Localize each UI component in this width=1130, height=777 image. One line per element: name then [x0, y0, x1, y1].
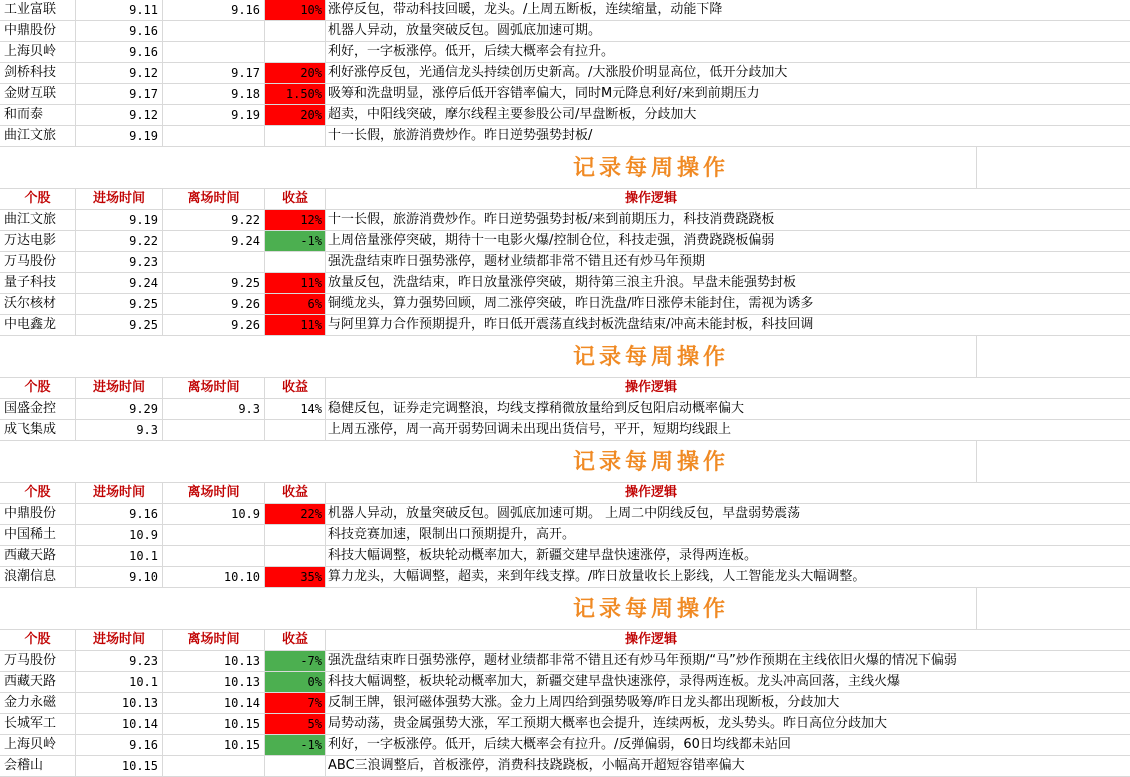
header-entry-time[interactable]: 进场时间: [76, 378, 163, 398]
stock-name-cell[interactable]: 万达电影: [0, 231, 76, 251]
exit-time-cell[interactable]: 10.14: [163, 693, 265, 713]
return-cell[interactable]: [265, 546, 326, 566]
exit-time-cell[interactable]: 10.13: [163, 672, 265, 692]
table-row: [0, 420, 1130, 441]
entry-time-cell[interactable]: 10.14: [76, 714, 163, 734]
header-entry-time[interactable]: 进场时间: [76, 630, 163, 650]
empty-cell[interactable]: [976, 84, 1130, 104]
return-cell[interactable]: 5%: [265, 714, 326, 734]
exit-time-cell[interactable]: [163, 42, 265, 62]
entry-time-cell[interactable]: 9.19: [76, 126, 163, 146]
header-exit-time[interactable]: 离场时间: [163, 630, 265, 650]
stock-name-cell[interactable]: 金财互联: [0, 84, 76, 104]
entry-time-cell[interactable]: 9.19: [76, 210, 163, 230]
stock-name-cell[interactable]: 剑桥科技: [0, 63, 76, 83]
entry-time-cell[interactable]: 9.23: [76, 252, 163, 272]
logic-cell[interactable]: 局势动荡，贵金属强势大涨，军工预期大概率也会提升，连续两板，龙头势头。昨日高位分歧加大: [328, 716, 888, 731]
table-row: [0, 693, 1130, 714]
table-row: [0, 273, 1130, 294]
entry-time-cell[interactable]: 9.25: [76, 315, 163, 335]
table-row: [0, 63, 1130, 84]
return-cell[interactable]: 6%: [265, 294, 326, 314]
stock-name-cell[interactable]: 曲江文旅: [0, 126, 76, 146]
header-name[interactable]: 个股: [0, 378, 76, 398]
empty-cell[interactable]: [976, 672, 1130, 692]
return-cell[interactable]: [265, 126, 326, 146]
entry-time-cell[interactable]: 9.25: [76, 294, 163, 314]
logic-cell[interactable]: 科技大幅调整，板块轮动概率加大，新疆交建早盘快速涨停，录得两连板。龙头冲高回落，主线火爆: [328, 674, 901, 689]
exit-time-cell[interactable]: 10.13: [163, 651, 265, 671]
entry-time-cell[interactable]: 9.23: [76, 651, 163, 671]
logic-cell[interactable]: 放量反包，洗盘结束，昨日放量涨停突破，期待第三浪主升浪。早盘未能强势封板: [328, 275, 797, 290]
logic-cell[interactable]: 超卖，中阳线突破，摩尔线程主要参股公司/早盘断板，分歧加大: [328, 107, 697, 122]
empty-cell[interactable]: [976, 294, 1130, 314]
empty-cell[interactable]: [976, 714, 1130, 734]
entry-time-cell[interactable]: 10.9: [76, 525, 163, 545]
stock-name-cell[interactable]: 西藏天路: [0, 546, 76, 566]
entry-time-cell[interactable]: 10.1: [76, 672, 163, 692]
logic-cell[interactable]: 利好，一字板涨停。低开，后续大概率会有拉升。: [328, 44, 615, 59]
return-cell[interactable]: 10%: [265, 0, 326, 20]
header-return[interactable]: 收益: [265, 630, 326, 650]
stock-name-cell[interactable]: 和而泰: [0, 105, 76, 125]
empty-cell[interactable]: [976, 126, 1130, 146]
logic-cell[interactable]: 利好涨停反包，光通信龙头持续创历史新高。/大涨股价明显高位，低开分歧加大: [328, 65, 788, 80]
section-title-row: [0, 588, 1130, 630]
entry-time-cell[interactable]: 9.24: [76, 273, 163, 293]
exit-time-cell[interactable]: 10.10: [163, 567, 265, 587]
stock-name-cell[interactable]: 长城军工: [0, 714, 76, 734]
logic-cell[interactable]: 十一长假，旅游消费炒作。昨日逆势强势封板/: [328, 128, 593, 143]
return-cell[interactable]: 12%: [265, 210, 326, 230]
empty-cell[interactable]: [976, 525, 1130, 545]
empty-cell[interactable]: [976, 21, 1130, 41]
empty-cell[interactable]: [976, 63, 1130, 83]
return-cell[interactable]: 20%: [265, 105, 326, 125]
return-cell[interactable]: 1.50%: [265, 84, 326, 104]
section-title: 记录每周操作: [572, 155, 729, 181]
logic-cell[interactable]: 与阿里算力合作预期提升，昨日低开震荡直线封板洗盘结束/冲高未能封板，科技回调: [328, 317, 814, 332]
exit-time-cell[interactable]: 9.25: [163, 273, 265, 293]
table-row: [0, 651, 1130, 672]
logic-cell[interactable]: 稳健反包，证券走完调整浪，均线支撑稍微放量给到反包阳启动概率偏大: [328, 401, 745, 416]
table-row: [0, 525, 1130, 546]
stock-name-cell[interactable]: 上海贝岭: [0, 735, 76, 755]
stock-name-cell[interactable]: 会稽山: [0, 756, 76, 776]
table-row: [0, 126, 1130, 147]
return-cell[interactable]: [265, 525, 326, 545]
entry-time-cell[interactable]: 9.22: [76, 231, 163, 251]
exit-time-cell[interactable]: 9.26: [163, 294, 265, 314]
logic-cell[interactable]: 机器人异动，放量突破反包。圆弧底加速可期。: [328, 23, 602, 38]
stock-name-cell[interactable]: 量子科技: [0, 273, 76, 293]
header-logic[interactable]: 操作逻辑: [624, 485, 677, 500]
empty-cell[interactable]: [976, 546, 1130, 566]
table-row: [0, 105, 1130, 126]
stock-name-cell[interactable]: 浪潮信息: [0, 567, 76, 587]
header-entry-time[interactable]: 进场时间: [76, 483, 163, 503]
stock-name-cell[interactable]: 曲江文旅: [0, 210, 76, 230]
stock-name-cell[interactable]: 万马股份: [0, 252, 76, 272]
header-entry-time[interactable]: 进场时间: [76, 189, 163, 209]
exit-time-cell[interactable]: 9.26: [163, 315, 265, 335]
logic-cell[interactable]: 强洗盘结束昨日强势涨停，题材业绩都非常不错且还有炒马年预期: [328, 254, 706, 269]
header-row: [0, 483, 1130, 504]
empty-cell[interactable]: [976, 315, 1130, 335]
empty-cell[interactable]: [976, 651, 1130, 671]
exit-time-cell[interactable]: [163, 252, 265, 272]
empty-cell[interactable]: [976, 483, 1130, 503]
logic-cell[interactable]: 吸筹和洗盘明显，涨停后低开容错率偏大，同时M元降息利好/来到前期压力: [328, 86, 760, 101]
empty-cell[interactable]: [976, 630, 1130, 650]
table-row: [0, 315, 1130, 336]
entry-time-cell[interactable]: 9.17: [76, 84, 163, 104]
table-row: [0, 735, 1130, 756]
table-row: [0, 546, 1130, 567]
logic-cell[interactable]: 反制王牌，银河磁体强势大涨。金力上周四给到强势吸筹/昨日龙头都出现断板，分歧加大: [328, 695, 840, 710]
return-cell[interactable]: [265, 42, 326, 62]
logic-cell[interactable]: 机器人异动，放量突破反包。圆弧底加速可期。 上周二中阴线反包，早盘弱势震荡: [328, 506, 801, 521]
header-name[interactable]: 个股: [0, 483, 76, 503]
empty-cell[interactable]: [976, 693, 1130, 713]
return-cell[interactable]: [265, 420, 326, 440]
header-row: [0, 378, 1130, 399]
header-row: [0, 189, 1130, 210]
table-row: [0, 504, 1130, 525]
exit-time-cell[interactable]: 9.3: [163, 399, 265, 419]
table-row: [0, 294, 1130, 315]
entry-time-cell[interactable]: 9.16: [76, 504, 163, 524]
header-name[interactable]: 个股: [0, 630, 76, 650]
stock-name-cell[interactable]: 中国稀土: [0, 525, 76, 545]
stock-name-cell[interactable]: 沃尔核材: [0, 294, 76, 314]
logic-cell[interactable]: 上周倍量涨停突破，期待十一电影火爆/控制仓位，科技走强，消费跷跷板偏弱: [328, 233, 775, 248]
logic-cell[interactable]: 利好，一字板涨停。低开，后续大概率会有拉升。/反弹偏弱，60日均线都未站回: [328, 737, 791, 752]
header-exit-time[interactable]: 离场时间: [163, 378, 265, 398]
logic-cell[interactable]: 铜缆龙头，算力强势回顾，周二涨停突破，昨日洗盘/昨日涨停未能封住，需视为诱多: [328, 296, 814, 311]
header-exit-time[interactable]: 离场时间: [163, 189, 265, 209]
return-cell[interactable]: 11%: [265, 315, 326, 335]
header-return[interactable]: 收益: [265, 378, 326, 398]
entry-time-cell[interactable]: 9.12: [76, 63, 163, 83]
return-cell[interactable]: [265, 21, 326, 41]
return-cell[interactable]: [265, 756, 326, 776]
empty-cell[interactable]: [976, 273, 1130, 293]
empty-cell[interactable]: [976, 399, 1130, 419]
exit-time-cell[interactable]: [163, 126, 265, 146]
table-row: [0, 714, 1130, 735]
return-cell[interactable]: 22%: [265, 504, 326, 524]
empty-cell[interactable]: [976, 252, 1130, 272]
exit-time-cell[interactable]: [163, 525, 265, 545]
table-row: [0, 84, 1130, 105]
exit-time-cell[interactable]: 10.15: [163, 735, 265, 755]
exit-time-cell[interactable]: 10.15: [163, 714, 265, 734]
empty-cell[interactable]: [976, 0, 1130, 20]
exit-time-cell[interactable]: [163, 420, 265, 440]
empty-cell[interactable]: [976, 504, 1130, 524]
exit-time-cell[interactable]: 9.16: [163, 0, 265, 20]
logic-cell[interactable]: 上周五涨停，周一高开弱势回调未出现出货信号，平开，短期均线跟上: [328, 422, 732, 437]
empty-cell[interactable]: [976, 378, 1130, 398]
entry-time-cell[interactable]: 10.15: [76, 756, 163, 776]
table-row: [0, 21, 1130, 42]
stock-name-cell[interactable]: 中鼎股份: [0, 504, 76, 524]
stock-name-cell[interactable]: 万马股份: [0, 651, 76, 671]
return-cell[interactable]: 0%: [265, 672, 326, 692]
entry-time-cell[interactable]: 9.10: [76, 567, 163, 587]
header-return[interactable]: 收益: [265, 483, 326, 503]
entry-time-cell[interactable]: 9.16: [76, 21, 163, 41]
entry-time-cell[interactable]: 9.3: [76, 420, 163, 440]
empty-cell[interactable]: [976, 567, 1130, 587]
logic-cell[interactable]: 科技大幅调整，板块轮动概率加大，新疆交建早盘快速涨停，录得两连板。: [328, 548, 758, 563]
empty-cell[interactable]: [976, 756, 1130, 776]
table-row: [0, 567, 1130, 588]
entry-time-cell[interactable]: 10.1: [76, 546, 163, 566]
entry-time-cell[interactable]: 9.12: [76, 105, 163, 125]
section-title: 记录每周操作: [572, 344, 729, 370]
header-logic[interactable]: 操作逻辑: [624, 191, 677, 206]
exit-time-cell[interactable]: 10.9: [163, 504, 265, 524]
section-title-row: [0, 441, 1130, 483]
entry-time-cell[interactable]: 9.16: [76, 42, 163, 62]
table-row: [0, 252, 1130, 273]
table-row: [0, 756, 1130, 777]
entry-time-cell[interactable]: 9.11: [76, 0, 163, 20]
table-row: [0, 0, 1130, 21]
header-exit-time[interactable]: 离场时间: [163, 483, 265, 503]
section-title: 记录每周操作: [572, 449, 729, 475]
return-cell[interactable]: 14%: [265, 399, 326, 419]
entry-time-cell[interactable]: 9.16: [76, 735, 163, 755]
section-title: 记录每周操作: [572, 596, 729, 622]
empty-cell[interactable]: [976, 189, 1130, 209]
exit-time-cell[interactable]: 9.18: [163, 84, 265, 104]
header-logic[interactable]: 操作逻辑: [624, 632, 677, 647]
table-row: [0, 231, 1130, 252]
logic-cell[interactable]: 十一长假，旅游消费炒作。昨日逆势强势封板/来到前期压力，科技消费跷跷板: [328, 212, 775, 227]
empty-cell[interactable]: [976, 420, 1130, 440]
stock-name-cell[interactable]: 成飞集成: [0, 420, 76, 440]
exit-time-cell[interactable]: 9.19: [163, 105, 265, 125]
header-name[interactable]: 个股: [0, 189, 76, 209]
header-return[interactable]: 收益: [265, 189, 326, 209]
stock-name-cell[interactable]: 中电鑫龙: [0, 315, 76, 335]
return-cell[interactable]: 7%: [265, 693, 326, 713]
stock-name-cell[interactable]: 金力永磁: [0, 693, 76, 713]
return-cell[interactable]: 11%: [265, 273, 326, 293]
entry-time-cell[interactable]: 10.13: [76, 693, 163, 713]
entry-time-cell[interactable]: 9.29: [76, 399, 163, 419]
empty-cell[interactable]: [976, 42, 1130, 62]
logic-cell[interactable]: 算力龙头，大幅调整，超卖，来到年线支撑。/昨日放量收长上影线，人工智能龙头大幅调整。: [328, 569, 866, 584]
exit-time-cell[interactable]: [163, 21, 265, 41]
logic-cell[interactable]: 科技竞赛加速，限制出口预期提升，高开。: [328, 527, 576, 542]
exit-time-cell[interactable]: [163, 756, 265, 776]
empty-cell[interactable]: [976, 105, 1130, 125]
return-cell[interactable]: 35%: [265, 567, 326, 587]
empty-cell[interactable]: [976, 231, 1130, 251]
empty-cell[interactable]: [976, 210, 1130, 230]
table-row: [0, 210, 1130, 231]
empty-cell[interactable]: [976, 735, 1130, 755]
stock-name-cell[interactable]: 西藏天路: [0, 672, 76, 692]
return-cell[interactable]: [265, 252, 326, 272]
logic-cell[interactable]: 涨停反包，带动科技回暖，龙头。/上周五断板，连续缩量，动能下降: [328, 2, 723, 17]
stock-name-cell[interactable]: 中鼎股份: [0, 21, 76, 41]
table-row: [0, 42, 1130, 63]
logic-cell[interactable]: ABC三浪调整后，首板涨停，消费科技跷跷板，小幅高开超短容错率偏大: [328, 758, 745, 773]
exit-time-cell[interactable]: 9.24: [163, 231, 265, 251]
section-title-row: [0, 147, 1130, 189]
table-row: [0, 672, 1130, 693]
return-cell[interactable]: -1%: [265, 735, 326, 755]
header-row: [0, 630, 1130, 651]
stock-name-cell[interactable]: 国盛金控: [0, 399, 76, 419]
exit-time-cell[interactable]: 9.17: [163, 63, 265, 83]
return-cell[interactable]: -7%: [265, 651, 326, 671]
table-row: [0, 399, 1130, 420]
logic-cell[interactable]: 强洗盘结束昨日强势涨停，题材业绩都非常不错且还有炒马年预期/“马”炒作预期在主线依旧火爆的情况下偏弱: [328, 653, 957, 668]
stock-name-cell[interactable]: 上海贝岭: [0, 42, 76, 62]
return-cell[interactable]: 20%: [265, 63, 326, 83]
exit-time-cell[interactable]: [163, 546, 265, 566]
exit-time-cell[interactable]: 9.22: [163, 210, 265, 230]
header-logic[interactable]: 操作逻辑: [624, 380, 677, 395]
section-title-row: [0, 336, 1130, 378]
return-cell[interactable]: -1%: [265, 231, 326, 251]
stock-name-cell[interactable]: 工业富联: [0, 0, 76, 20]
